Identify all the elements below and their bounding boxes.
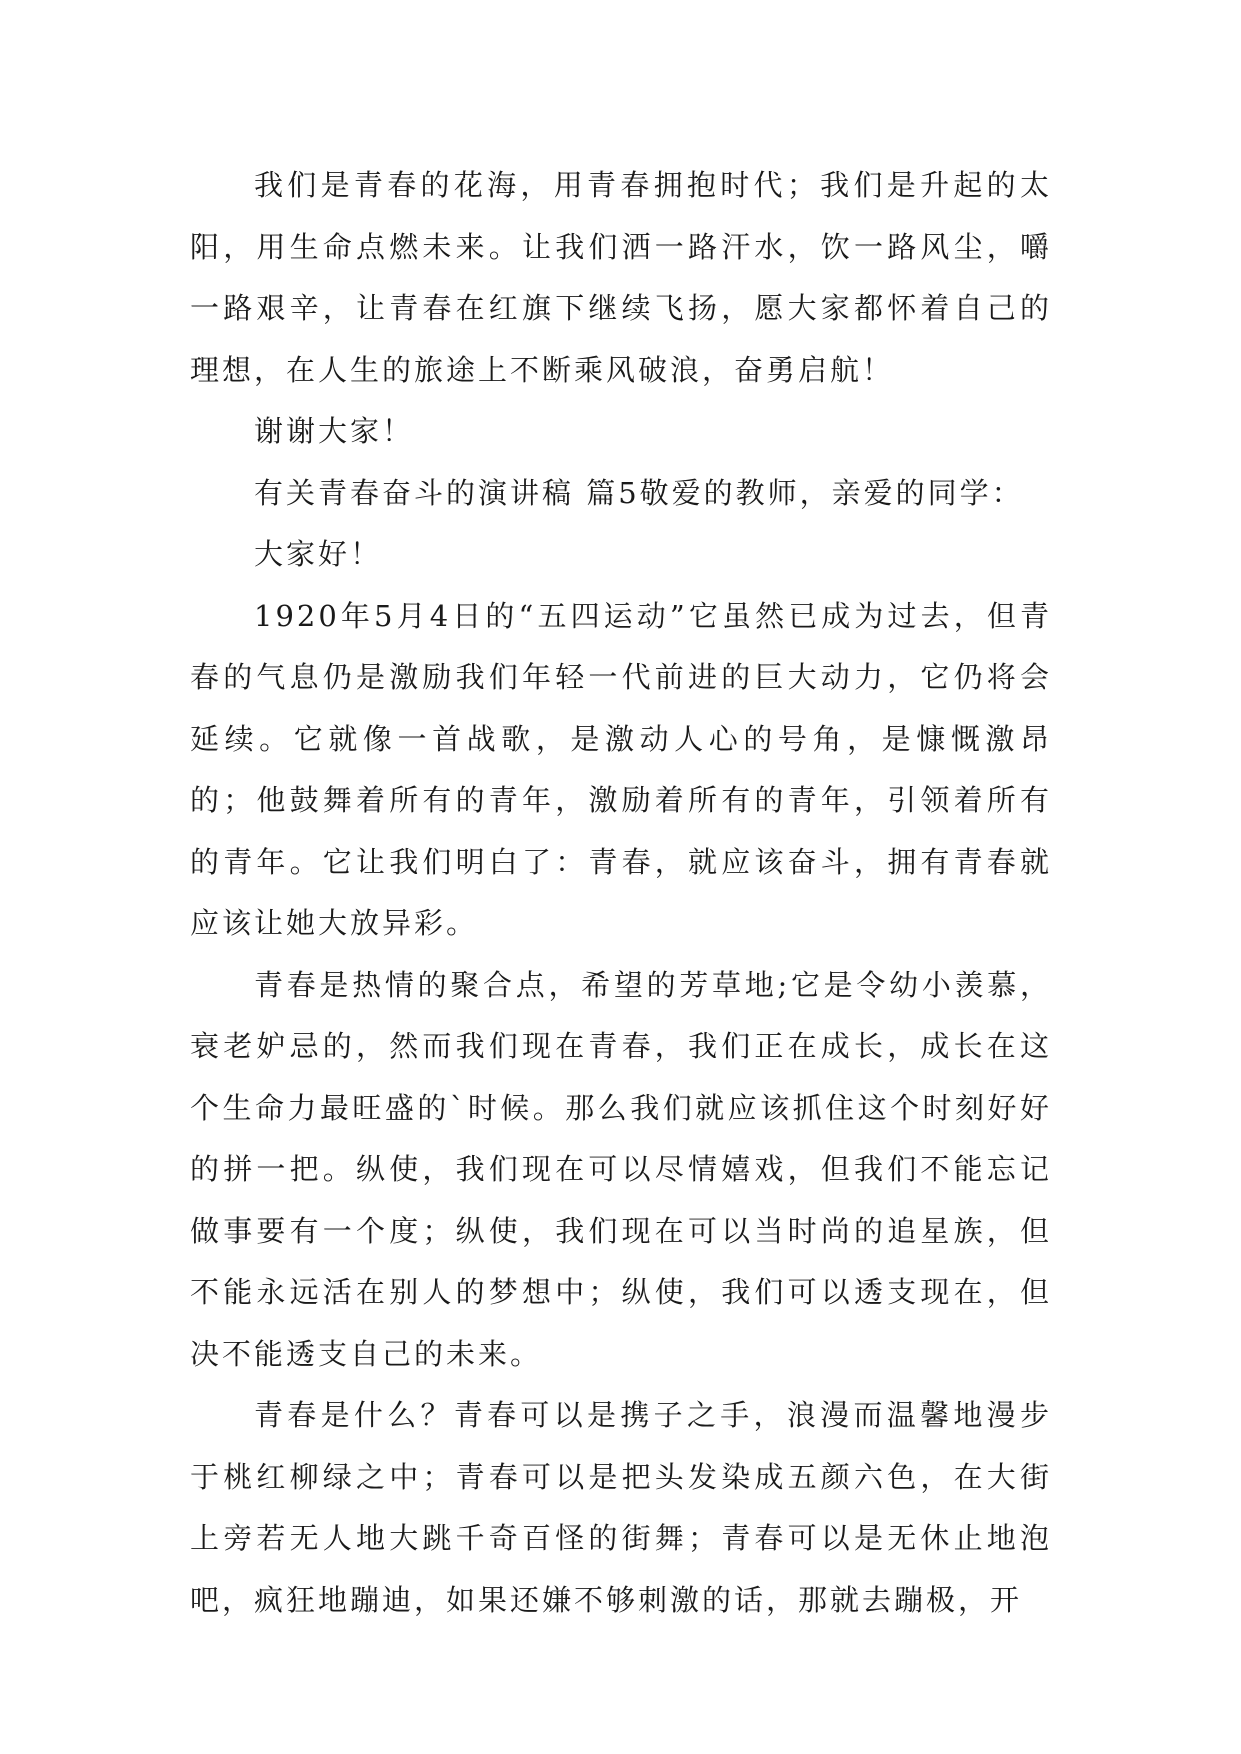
paragraph: 青春是什么？青春可以是携子之手，浪漫而温馨地漫步于桃红柳绿之中；青春可以是把头发染成五颜六色，在大街上旁若无人地大跳千奇百怪的街舞；青春可以是无休止地泡吧，疯狂地蹦迪，如果还嫌不够刺激的话，那就去蹦极，开 xyxy=(190,1398,1052,1617)
paragraph: 大家好！ xyxy=(254,537,383,571)
paragraph: 我们是青春的花海，用青春拥抱时代；我们是升起的太阳，用生命点燃未来。让我们洒一路汗水，饮一路风尘，嚼一路艰辛，让青春在红旗下继续飞扬，愿大家都怀着自己的理想，在人生的旅途上不断乘风破浪，奋勇启航！ xyxy=(190,168,1052,387)
paragraph: 1920年5月4日的“五四运动”它虽然已成为过去，但青春的气息仍是激励我们年轻一代前进的巨大动力，它仍将会延续。它就像一首战歌，是激动人心的号角，是慷慨激昂的；他鼓舞着所有的青年，激励着所有的青年，引领着所有的青年。它让我们明白了：青春，就应该奋斗，拥有青春就应该让她大放异彩。 xyxy=(190,598,1052,940)
paragraph: 有关青春奋斗的演讲稿 篇5敬爱的教师，亲爱的同学： xyxy=(254,475,1024,510)
paragraph: 谢谢大家！ xyxy=(254,414,415,448)
paragraph: 青春是热情的聚合点，希望的芳草地;它是令幼小羡慕，衰老妒忌的，然而我们现在青春，我们正在成长，成长在这个生命力最旺盛的`时候。那么我们就应该抓住这个时刻好好的拼一把。纵使，我们现在可以尽情嬉戏，但我们不能忘记做事要有一个度；纵使，我们现在可以当时尚的追星族，但不能永远活在别人的梦想中；纵使，我们可以透支现在，但决不能透支自己的未来。 xyxy=(190,967,1052,1371)
document-body xyxy=(190,155,1052,1631)
